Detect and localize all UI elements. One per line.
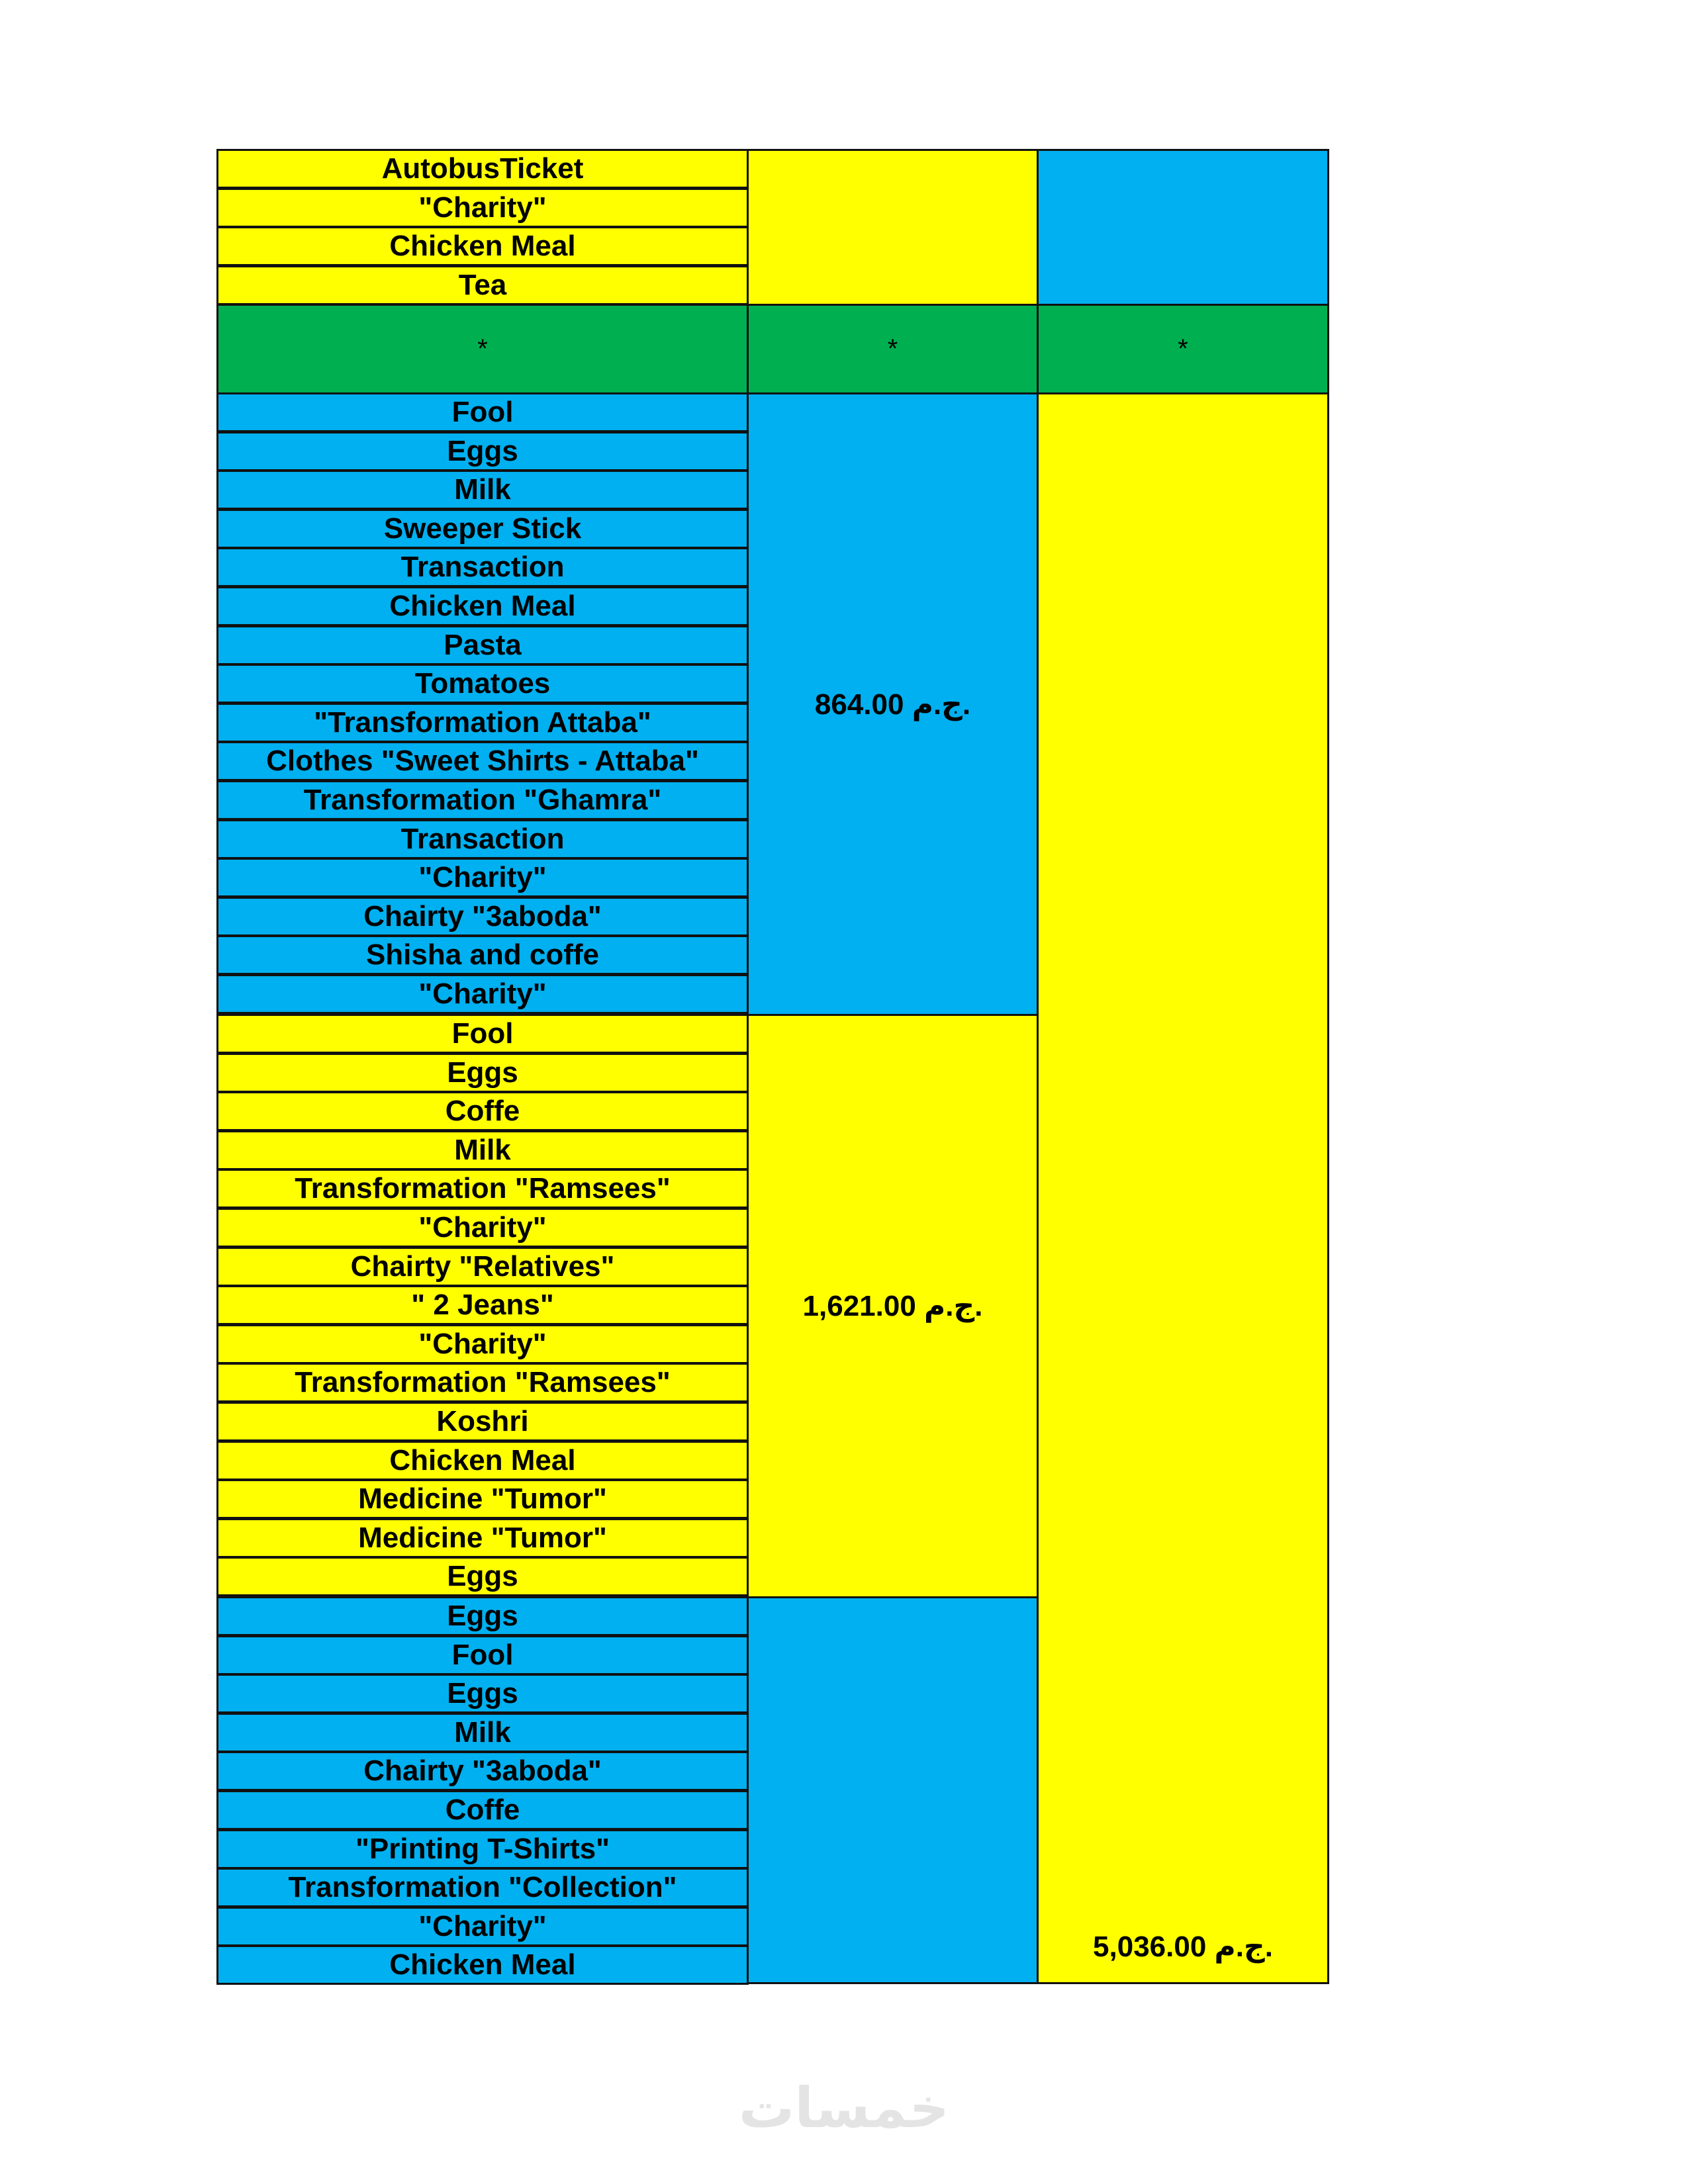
separator-star: * bbox=[477, 334, 488, 363]
separator-cell-2 bbox=[747, 304, 1039, 394]
watermark-logo: خمسات bbox=[738, 2075, 950, 2140]
separator-cell-1 bbox=[216, 304, 749, 394]
item-row: Transformation "Ramsees" bbox=[216, 1363, 749, 1402]
item-row: Chicken Meal bbox=[216, 1441, 749, 1480]
item-row: Eggs bbox=[216, 1053, 749, 1093]
item-row: Transformation "Ramsees" bbox=[216, 1169, 749, 1208]
separator-star: * bbox=[1178, 334, 1188, 363]
item-row: Shisha and coffe bbox=[216, 935, 749, 975]
expense-sheet bbox=[216, 149, 1329, 1984]
item-row: Eggs bbox=[216, 1596, 749, 1636]
item-row: Milk bbox=[216, 1130, 749, 1170]
item-row: Fool bbox=[216, 1635, 749, 1675]
item-row: Medicine "Tumor" bbox=[216, 1479, 749, 1519]
separator-cell-3 bbox=[1037, 304, 1329, 394]
item-row: Milk bbox=[216, 1713, 749, 1752]
separator-star: * bbox=[887, 334, 898, 363]
group1-total-cell bbox=[1037, 149, 1329, 306]
item-row: Fool bbox=[216, 1014, 749, 1054]
group4-subtotal-cell bbox=[747, 1596, 1039, 1984]
item-row: Koshri bbox=[216, 1402, 749, 1441]
item-row: Fool bbox=[216, 392, 749, 432]
item-row: Chairty "3aboda" bbox=[216, 897, 749, 936]
item-row: Tea bbox=[216, 265, 749, 305]
item-row: "Charity" bbox=[216, 1208, 749, 1248]
item-row: Eggs bbox=[216, 1674, 749, 1713]
item-row: "Charity" bbox=[216, 188, 749, 228]
group3-subtotal: 1,621.00 ج.م. bbox=[802, 1290, 983, 1322]
item-row: Transaction bbox=[216, 547, 749, 587]
item-row: "Charity" bbox=[216, 1324, 749, 1364]
item-row: Sweeper Stick bbox=[216, 509, 749, 549]
group1-subtotal-cell bbox=[747, 149, 1039, 306]
item-row: Chairty "Relatives" bbox=[216, 1247, 749, 1287]
group2-subtotal-cell bbox=[747, 392, 1039, 1016]
group3-subtotal-cell bbox=[747, 1014, 1039, 1598]
item-row: "Charity" bbox=[216, 858, 749, 897]
item-row: AutobusTicket bbox=[216, 149, 749, 189]
item-row: Milk bbox=[216, 470, 749, 510]
item-row: Medicine "Tumor" bbox=[216, 1518, 749, 1558]
item-row: Clothes "Sweet Shirts - Attaba" bbox=[216, 741, 749, 781]
item-row: Transaction bbox=[216, 819, 749, 859]
item-row: "Printing T-Shirts" bbox=[216, 1829, 749, 1869]
item-row: Eggs bbox=[216, 1557, 749, 1596]
item-row: Eggs bbox=[216, 432, 749, 471]
item-row: "Transformation Attaba" bbox=[216, 703, 749, 743]
item-row: Coffe bbox=[216, 1091, 749, 1131]
item-row: Pasta bbox=[216, 625, 749, 665]
grand-total-cell bbox=[1037, 392, 1329, 1984]
item-row: Coffe bbox=[216, 1790, 749, 1830]
item-row: Tomatoes bbox=[216, 664, 749, 704]
item-row: Transformation "Ghamra" bbox=[216, 780, 749, 820]
item-row: " 2 Jeans" bbox=[216, 1285, 749, 1325]
item-row: Chicken Meal bbox=[216, 586, 749, 626]
item-row: Chairty "3aboda" bbox=[216, 1751, 749, 1791]
item-row: Transformation "Collection" bbox=[216, 1868, 749, 1907]
item-row: Chicken Meal bbox=[216, 1945, 749, 1985]
item-row: "Charity" bbox=[216, 974, 749, 1014]
item-row: "Charity" bbox=[216, 1907, 749, 1946]
group2-subtotal: 864.00 ج.م. bbox=[814, 688, 971, 721]
item-row: Chicken Meal bbox=[216, 226, 749, 266]
grand-total: 5,036.00 ج.م. bbox=[1093, 1931, 1273, 1963]
